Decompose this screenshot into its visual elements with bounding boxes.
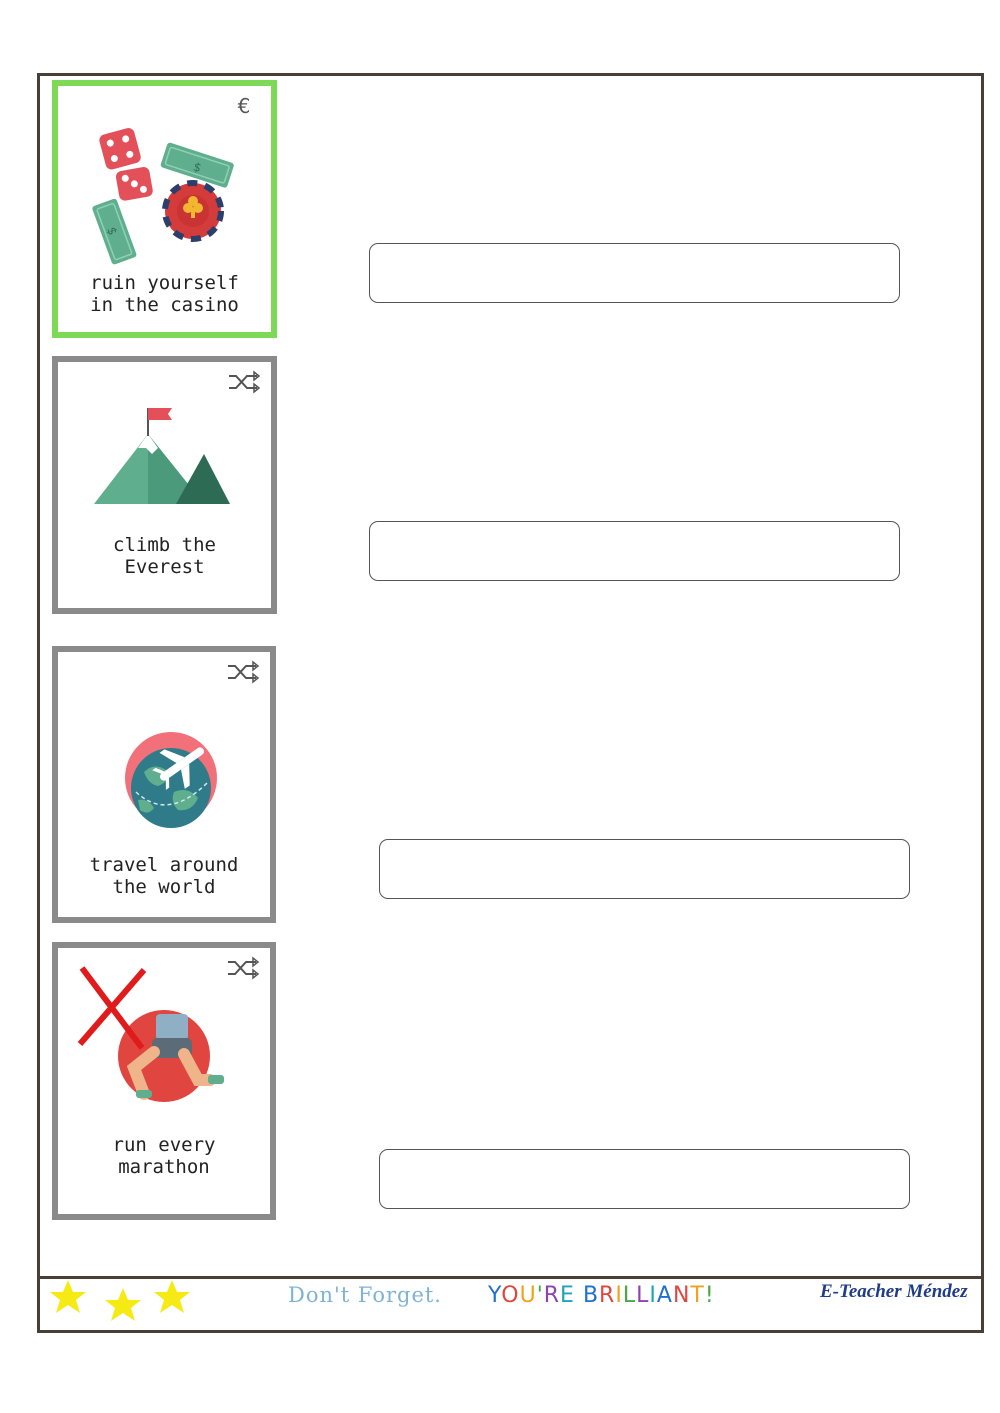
card-caption: ruin yourself in the casino xyxy=(90,272,239,316)
euro-icon: € xyxy=(237,94,251,118)
star-icon xyxy=(105,1288,141,1321)
answer-box-4[interactable] xyxy=(379,1149,910,1209)
svg-text:$: $ xyxy=(191,159,204,176)
card-marathon[interactable] xyxy=(52,942,276,1220)
stars-rating xyxy=(44,1276,204,1326)
star-icon xyxy=(154,1280,190,1313)
author-credit: E-Teacher Méndez xyxy=(820,1281,968,1302)
card-travel[interactable] xyxy=(52,646,276,923)
answer-box-2[interactable] xyxy=(369,521,900,581)
youre-brilliant-text xyxy=(488,1283,715,1308)
dont-forget-text: Don't Forget. xyxy=(288,1283,442,1307)
svg-text:$: $ xyxy=(104,225,120,238)
card-caption: climb the Everest xyxy=(113,534,216,578)
card-casino[interactable] xyxy=(52,80,277,338)
card-caption: travel around the world xyxy=(89,854,239,898)
answer-box-3[interactable] xyxy=(379,839,910,899)
card-everest[interactable] xyxy=(52,356,277,614)
youre-brilliant-letters: YOU'RE BRILLIANT! xyxy=(488,1283,715,1308)
star-icon xyxy=(50,1280,86,1313)
card-caption: run every marathon xyxy=(112,1134,216,1178)
answer-box-1[interactable] xyxy=(369,243,900,303)
